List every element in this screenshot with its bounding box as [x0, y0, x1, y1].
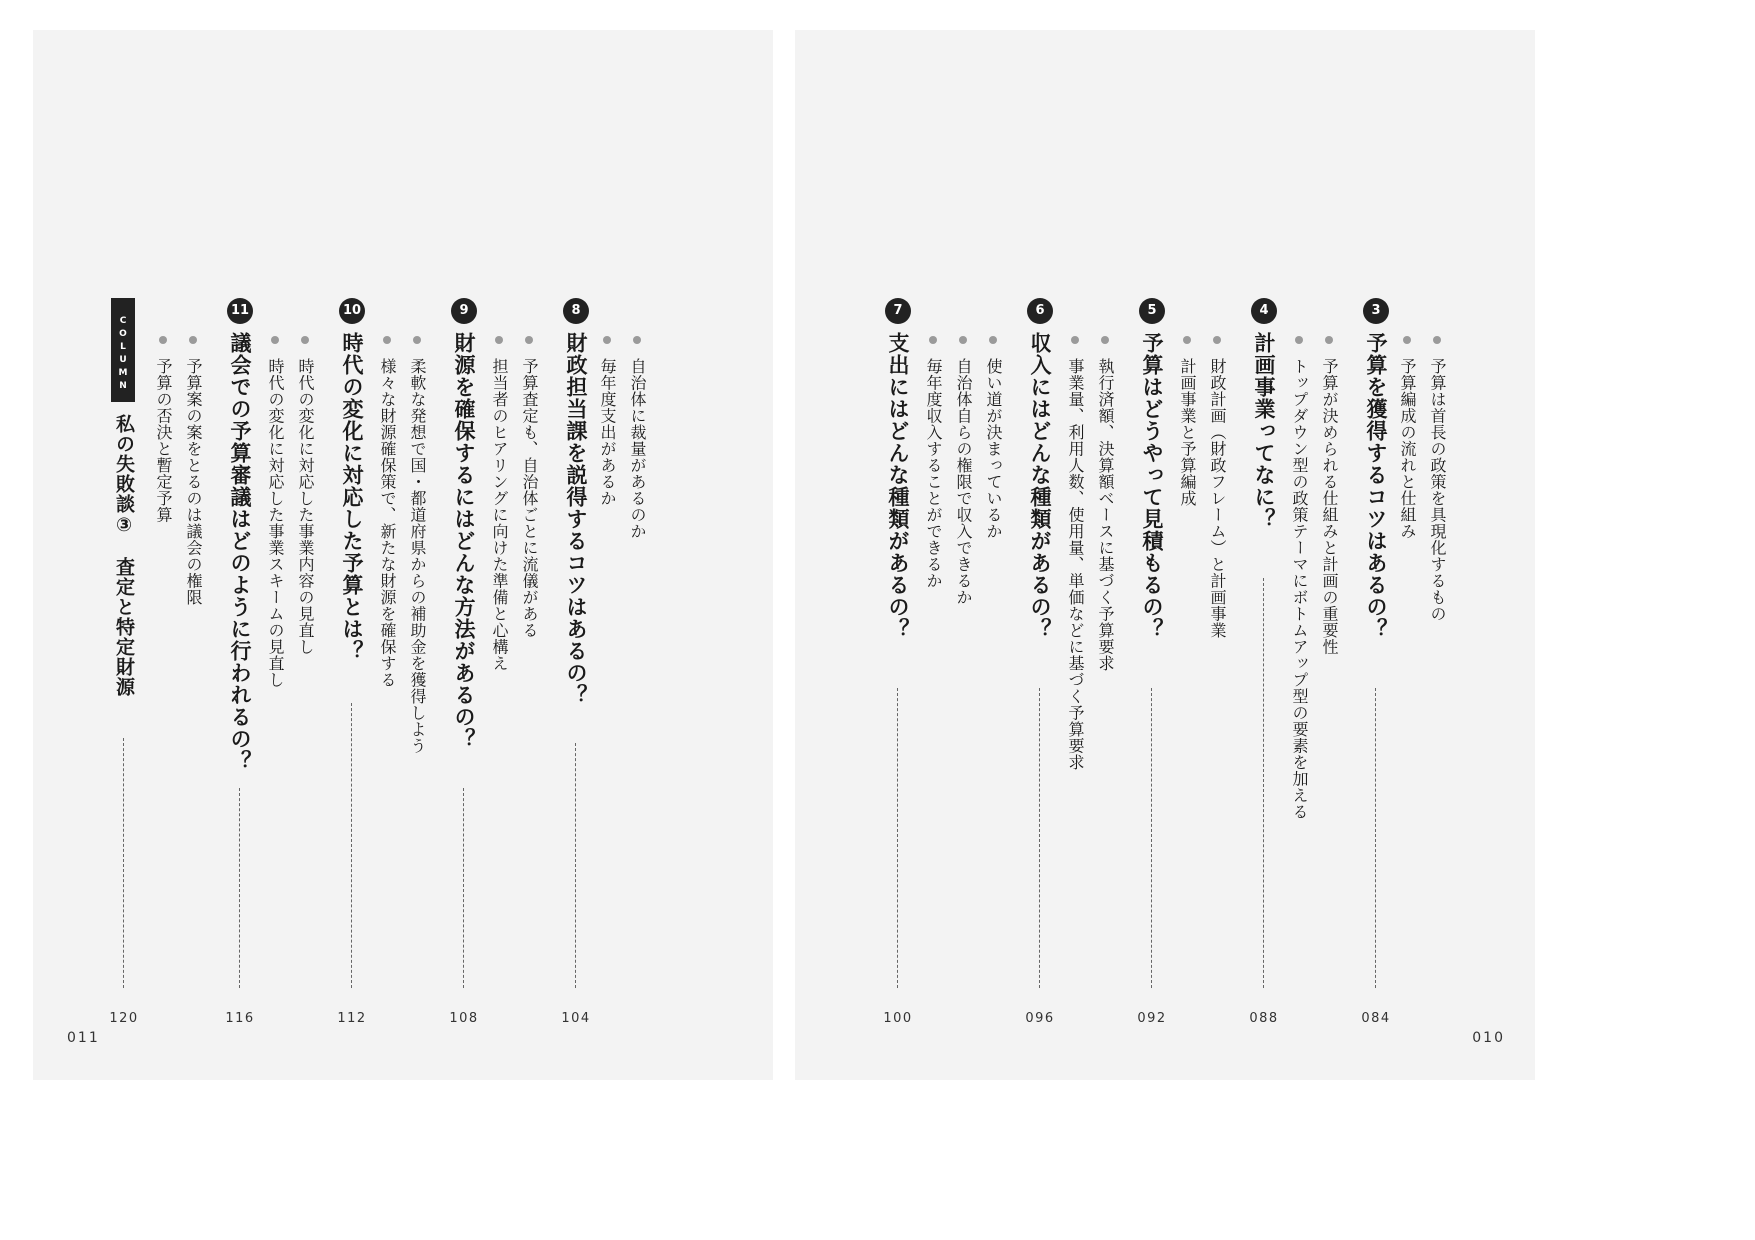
page-number: 112	[337, 1011, 367, 1026]
sub-item: 予算編成の流れと仕組み	[1397, 336, 1417, 622]
leader-dots	[123, 738, 124, 988]
sub-items	[265, 336, 315, 688]
leader-dots	[239, 788, 240, 988]
sub-item: 毎年度収入することができるか	[923, 336, 943, 606]
sub-item: 予算案の案をとるのは議会の権限	[183, 336, 203, 606]
chapter-number-badge: 8	[563, 298, 589, 324]
sub-item: 自治体に裁量があるのか	[627, 336, 647, 540]
sub-item: 毎年度支出があるか	[597, 336, 617, 540]
entry-title: 計画事業ってなに？	[1252, 332, 1276, 530]
sub-item: 予算査定も、自治体ごとに流儀がある	[519, 336, 539, 672]
sub-items	[1289, 336, 1339, 820]
folio: 011	[67, 1030, 100, 1046]
chapter-number-badge: 9	[451, 298, 477, 324]
page-number: 084	[1361, 1011, 1391, 1026]
chapter-number-badge: 4	[1251, 298, 1277, 324]
sub-item: 予算は首長の政策を具現化するもの	[1427, 336, 1447, 622]
sub-items	[1397, 336, 1447, 622]
sub-item: 財政計画（財政フレーム）と計画事業	[1207, 336, 1227, 639]
page-number: 092	[1137, 1011, 1167, 1026]
sub-item: 使い道が決まっているか	[983, 336, 1003, 606]
entry-title: 財源を確保するにはどんな方法があるの？	[452, 332, 476, 750]
page-number: 104	[561, 1011, 591, 1026]
sub-items	[1177, 336, 1227, 639]
page-number: 096	[1025, 1011, 1055, 1026]
entry-title: 支出にはどんな種類があるの？	[886, 332, 910, 640]
chapter-number-badge: 6	[1027, 298, 1053, 324]
sub-items	[923, 336, 1003, 606]
sub-items	[153, 336, 203, 606]
leader-dots	[463, 788, 464, 988]
left-page	[33, 30, 773, 1080]
leader-dots	[1151, 688, 1152, 988]
folio: 010	[1472, 1030, 1505, 1046]
chapter-number-badge: 5	[1139, 298, 1165, 324]
entry-title: 収入にはどんな種類があるの？	[1028, 332, 1052, 640]
page-number: 108	[449, 1011, 479, 1026]
entry-title: 財政担当課を説得するコツはあるの？	[564, 332, 588, 706]
sub-item: 担当者のヒアリングに向けた準備と心構え	[489, 336, 509, 672]
entry-title: 予算はどうやって見積もるの？	[1140, 332, 1164, 640]
entry-title: 予算を獲得するコツはあるの？	[1364, 332, 1388, 640]
sub-item: トップダウン型の政策テーマにボトムアップ型の要素を加える	[1289, 336, 1309, 820]
sub-items	[377, 336, 427, 754]
chapter-number-badge: 7	[885, 298, 911, 324]
right-page	[795, 30, 1535, 1080]
leader-dots	[1263, 578, 1264, 988]
sub-item: 時代の変化に対応した事業スキームの見直し	[265, 336, 285, 688]
chapter-number-badge: 11	[227, 298, 253, 324]
page-number: 120	[109, 1011, 139, 1026]
sub-items	[597, 336, 647, 540]
chapter-number-badge: 10	[339, 298, 365, 324]
sub-items	[489, 336, 539, 672]
entry-title: 時代の変化に対応した予算とは？	[340, 332, 364, 662]
sub-item: 予算の否決と暫定予算	[153, 336, 173, 606]
page-number: 100	[883, 1011, 913, 1026]
entry-title: 議会での予算審議はどのように行われるの？	[228, 332, 252, 772]
leader-dots	[897, 688, 898, 988]
sub-items	[1065, 336, 1115, 771]
sub-item: 自治体自らの権限で収入できるか	[953, 336, 973, 606]
leader-dots	[351, 703, 352, 988]
chapter-number-badge: 3	[1363, 298, 1389, 324]
sub-item: 予算が決められる仕組みと計画の重要性	[1319, 336, 1339, 820]
page-number: 116	[225, 1011, 255, 1026]
sub-item: 時代の変化に対応した事業内容の見直し	[295, 336, 315, 688]
sub-item: 様々な財源確保策で、新たな財源を確保する	[377, 336, 397, 754]
column-title: 私の失敗談③ 査定と特定財源	[113, 414, 135, 697]
sub-item: 計画事業と予算編成	[1177, 336, 1197, 639]
leader-dots	[1039, 688, 1040, 988]
leader-dots	[575, 743, 576, 988]
sub-item: 柔軟な発想で国・都道府県からの補助金を獲得しよう	[407, 336, 427, 754]
page-number: 088	[1249, 1011, 1279, 1026]
sub-item: 執行済額、決算額ベースに基づく予算要求	[1095, 336, 1115, 771]
leader-dots	[1375, 688, 1376, 988]
column-badge: COLUMN	[111, 298, 135, 402]
sub-item: 事業量、利用人数、使用量、単価などに基づく予算要求	[1065, 336, 1085, 771]
